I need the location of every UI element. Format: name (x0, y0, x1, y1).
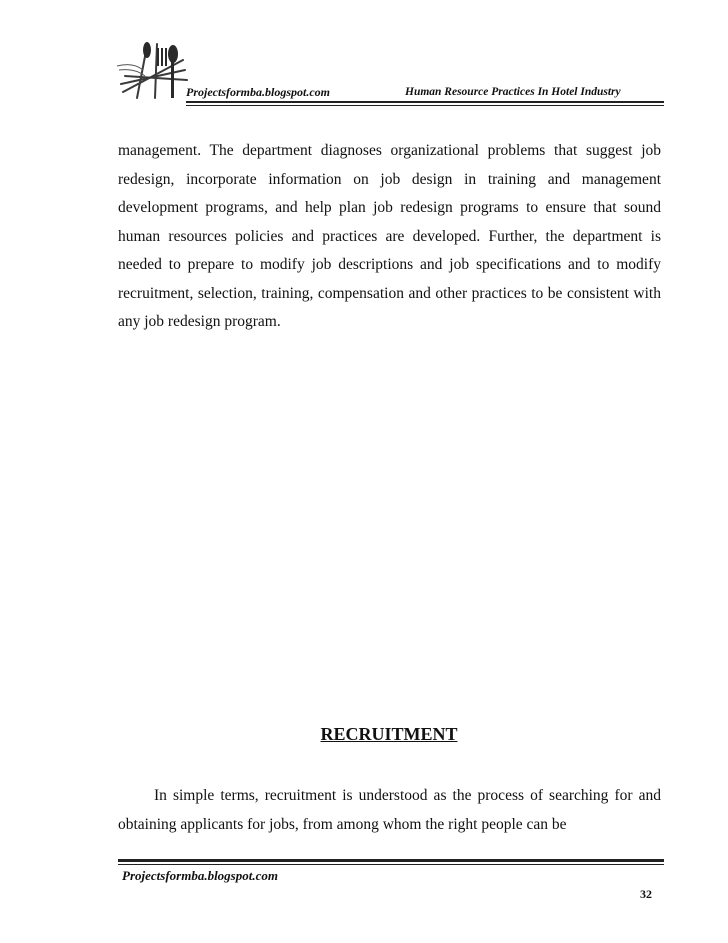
section-heading (0, 720, 728, 747)
header-site: Projectsformba.blogspot.com (186, 85, 330, 99)
header-document-title: Human Resource Practices In Hotel Industry (405, 86, 621, 98)
header-rule (186, 101, 664, 106)
page-number: 32 (640, 887, 652, 901)
body-paragraph-1: management. The department diagnoses organizational problems that suggest job redesign, incorporate information on job design in training and management development programs, and help plan job redesign programs to ensure that sound human resources policies and practices are developed. Further, the department is needed to prepare to modify job descriptions and job specifications and to modify recruitment, selection, training, compensation and other practices to be consistent with any job redesign program. (118, 142, 661, 330)
section-heading-text: RECRUITMENT (320, 724, 458, 744)
cutlery-logo-icon (113, 40, 193, 102)
footer-site: Projectsformba.blogspot.com (122, 868, 278, 883)
body-paragraph-2: In simple terms, recruitment is understood as the process of searching for and obtaining applicants for jobs, from among whom the right people can be (118, 787, 661, 833)
footer-rule (118, 859, 664, 865)
